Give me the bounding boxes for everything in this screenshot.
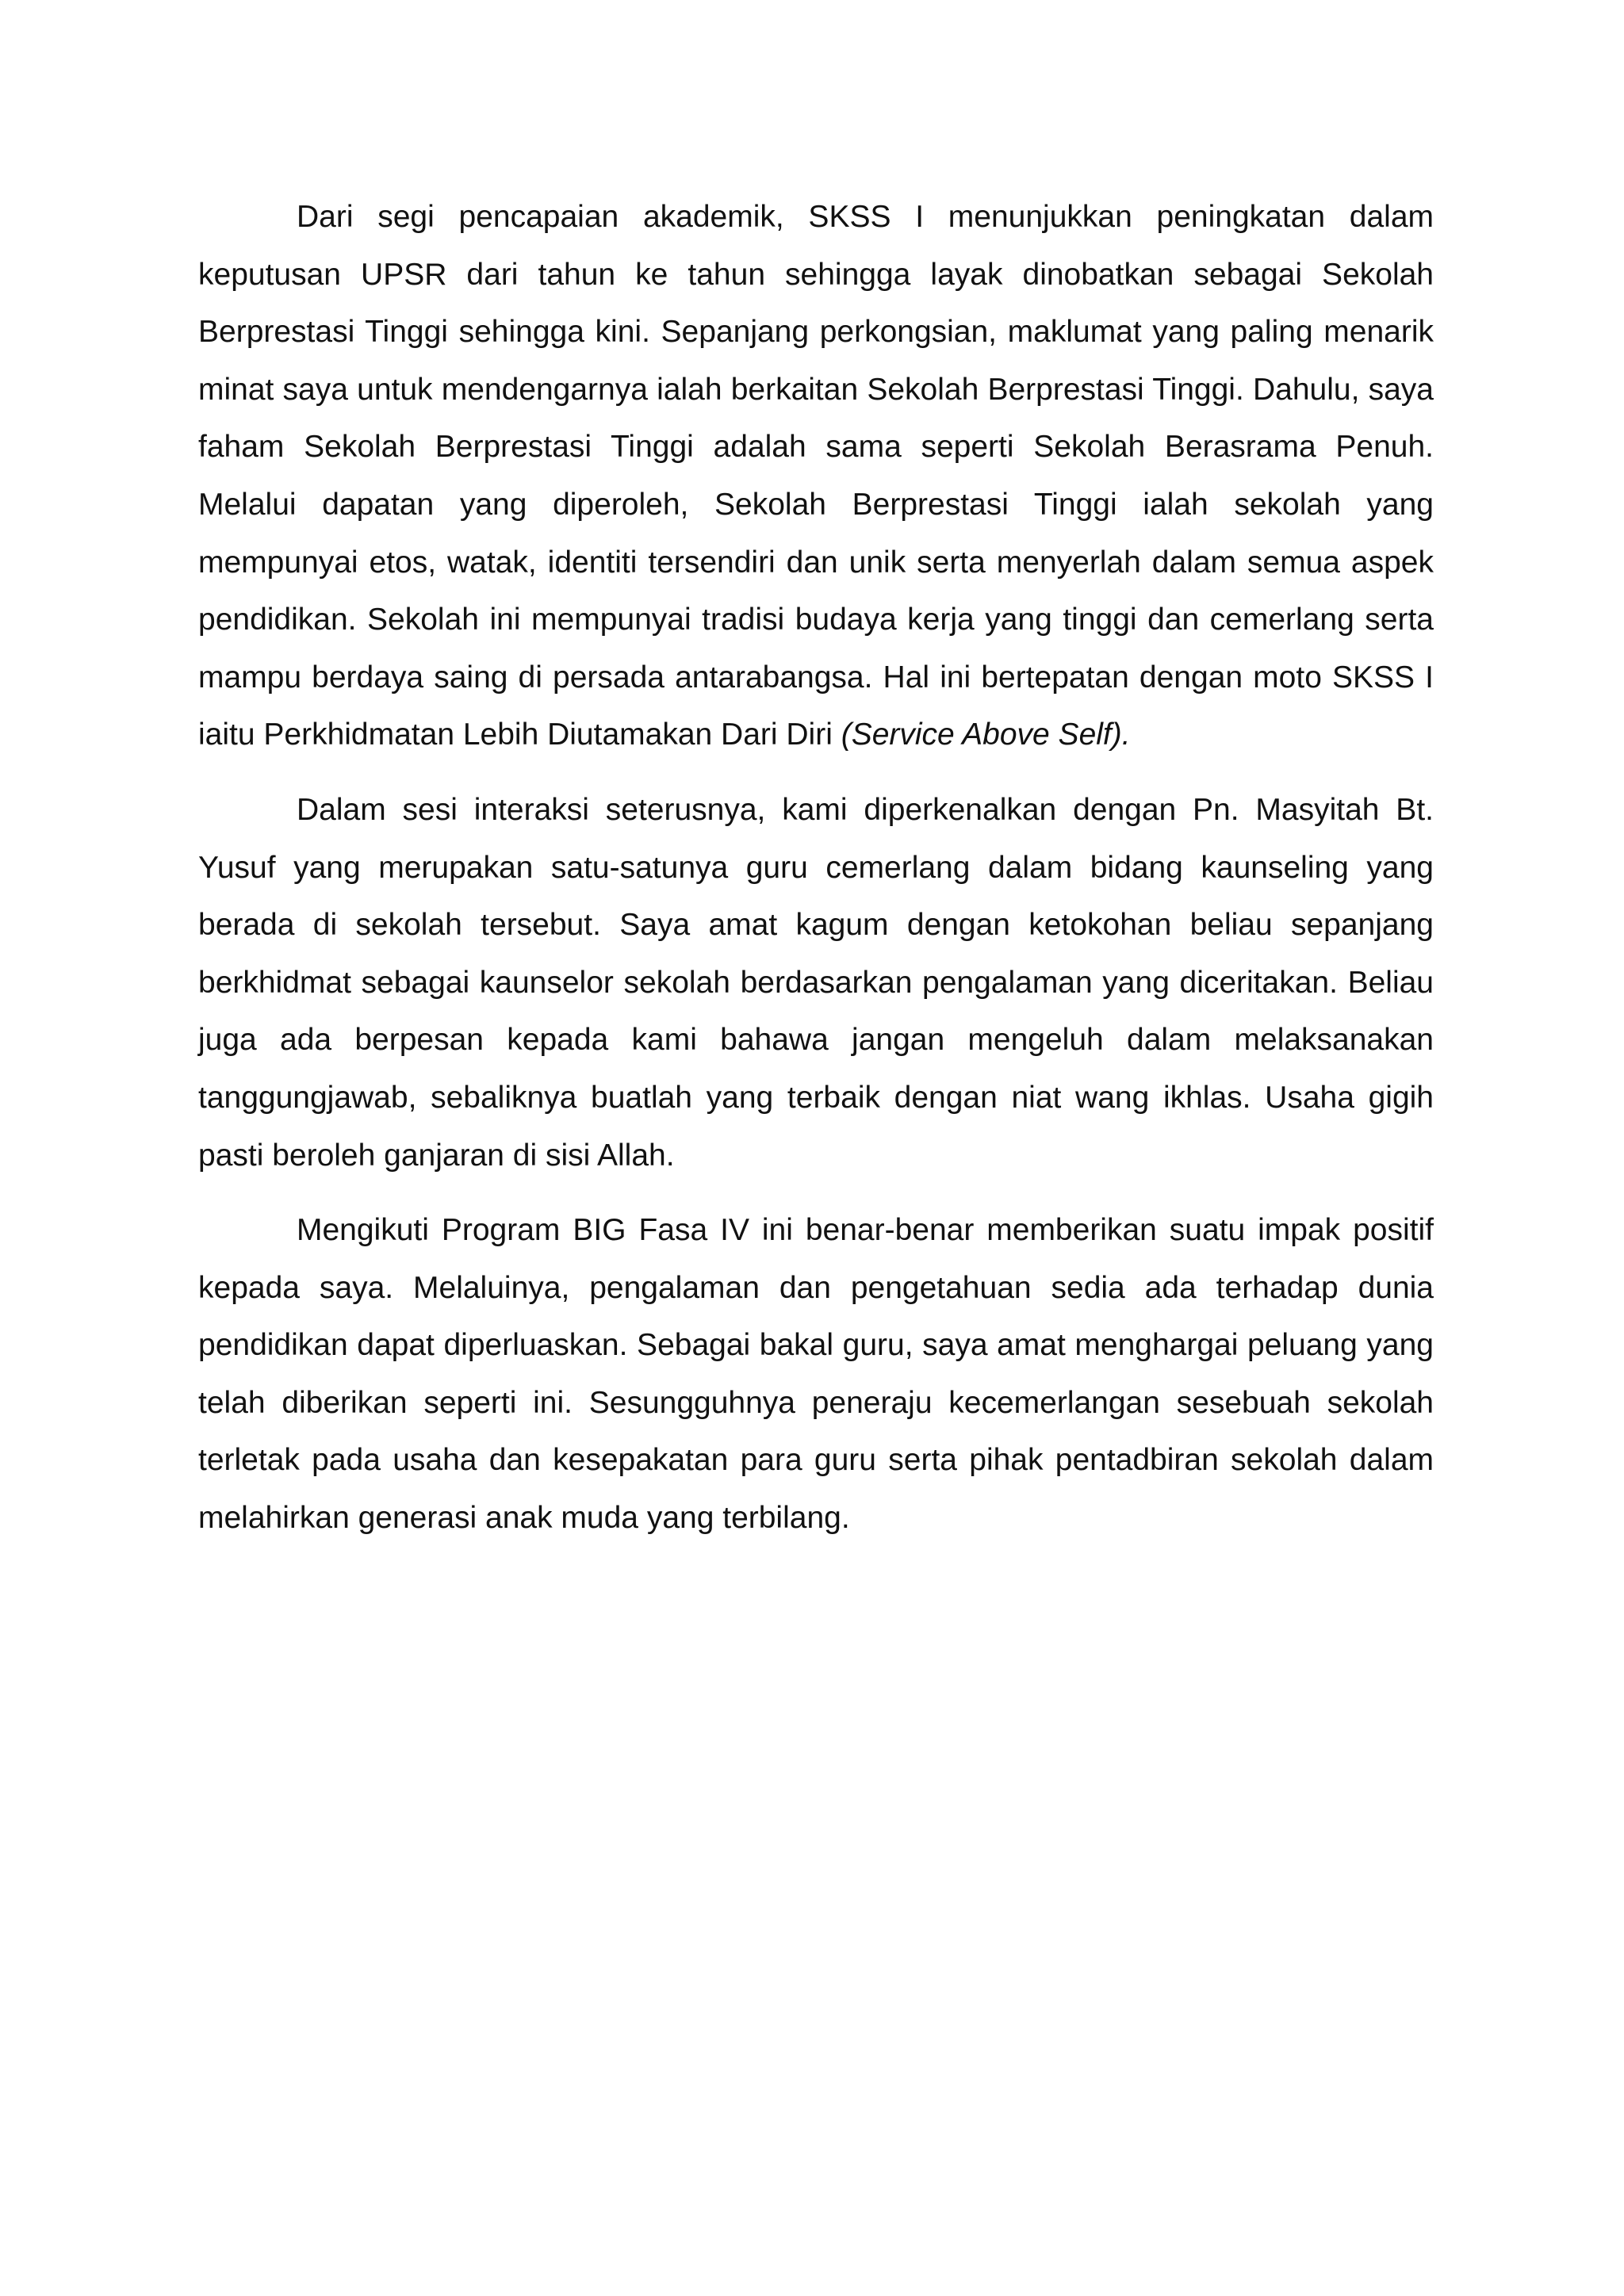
paragraph-program-reflection [198, 1202, 1434, 1548]
motto-english-italic: (Service Above Self). [841, 718, 1131, 752]
paragraph-text: Mengikuti Program BIG Fasa IV ini benar-benar memberikan suatu impak positif kepada saya. Melaluinya, pengalaman dan pengetahuan sedia ada terhadap dunia pendidikan dapat diperluaskan. Sebagai bakal guru, saya amat menghargai peluang yang telah diberikan seperti ini. Sesungguhnya peneraju kecemerlangan sesebuah sekolah terletak pada usaha dan kesepakatan para guru serta pihak pentadbiran sekolah dalam melahirkan generasi anak muda yang terbilang. [198, 1213, 1434, 1536]
paragraph-academic-achievement [198, 189, 1434, 764]
document-body [198, 189, 1434, 1565]
paragraph-text: Dari segi pencapaian akademik, SKSS I menunjukkan peningkatan dalam keputusan UPSR dari tahun ke tahun sehingga layak dinobatkan sebagai Sekolah Berprestasi Tinggi sehingga kini. Sepanjang perkongsian, maklumat yang paling menarik minat saya untuk mendengarnya ialah berkaitan Sekolah Berprestasi Tinggi. Dahulu, saya faham Sekolah Berprestasi Tinggi adalah sama seperti Sekolah Berasrama Penuh. Melalui dapatan yang diperoleh, Sekolah Berprestasi Tinggi ialah sekolah yang mempunyai etos, watak, identiti tersendiri dan unik serta menyerlah dalam semua aspek pendidikan. Sekolah ini mempunyai tradisi budaya kerja yang tinggi dan cemerlang serta mampu berdaya saing di persada antarabangsa. Hal ini bertepatan dengan moto SKSS I iaitu Perkhidmatan Lebih Diutamakan Dari Diri [198, 200, 1434, 752]
paragraph-interaction-session [198, 782, 1434, 1184]
paragraph-text: Dalam sesi interaksi seterusnya, kami diperkenalkan dengan Pn. Masyitah Bt. Yusuf yang merupakan satu-satunya guru cemerlang dalam bidang kaunseling yang berada di sekolah tersebut. Saya amat kagum dengan ketokohan beliau sepanjang berkhidmat sebagai kaunselor sekolah berdasarkan pengalaman yang diceritakan. Beliau juga ada berpesan kepada kami bahawa jangan mengeluh dalam melaksanakan tanggungjawab, sebaliknya buatlah yang terbaik dengan niat wang ikhlas. Usaha gigih pasti beroleh ganjaran di sisi Allah. [198, 792, 1434, 1173]
